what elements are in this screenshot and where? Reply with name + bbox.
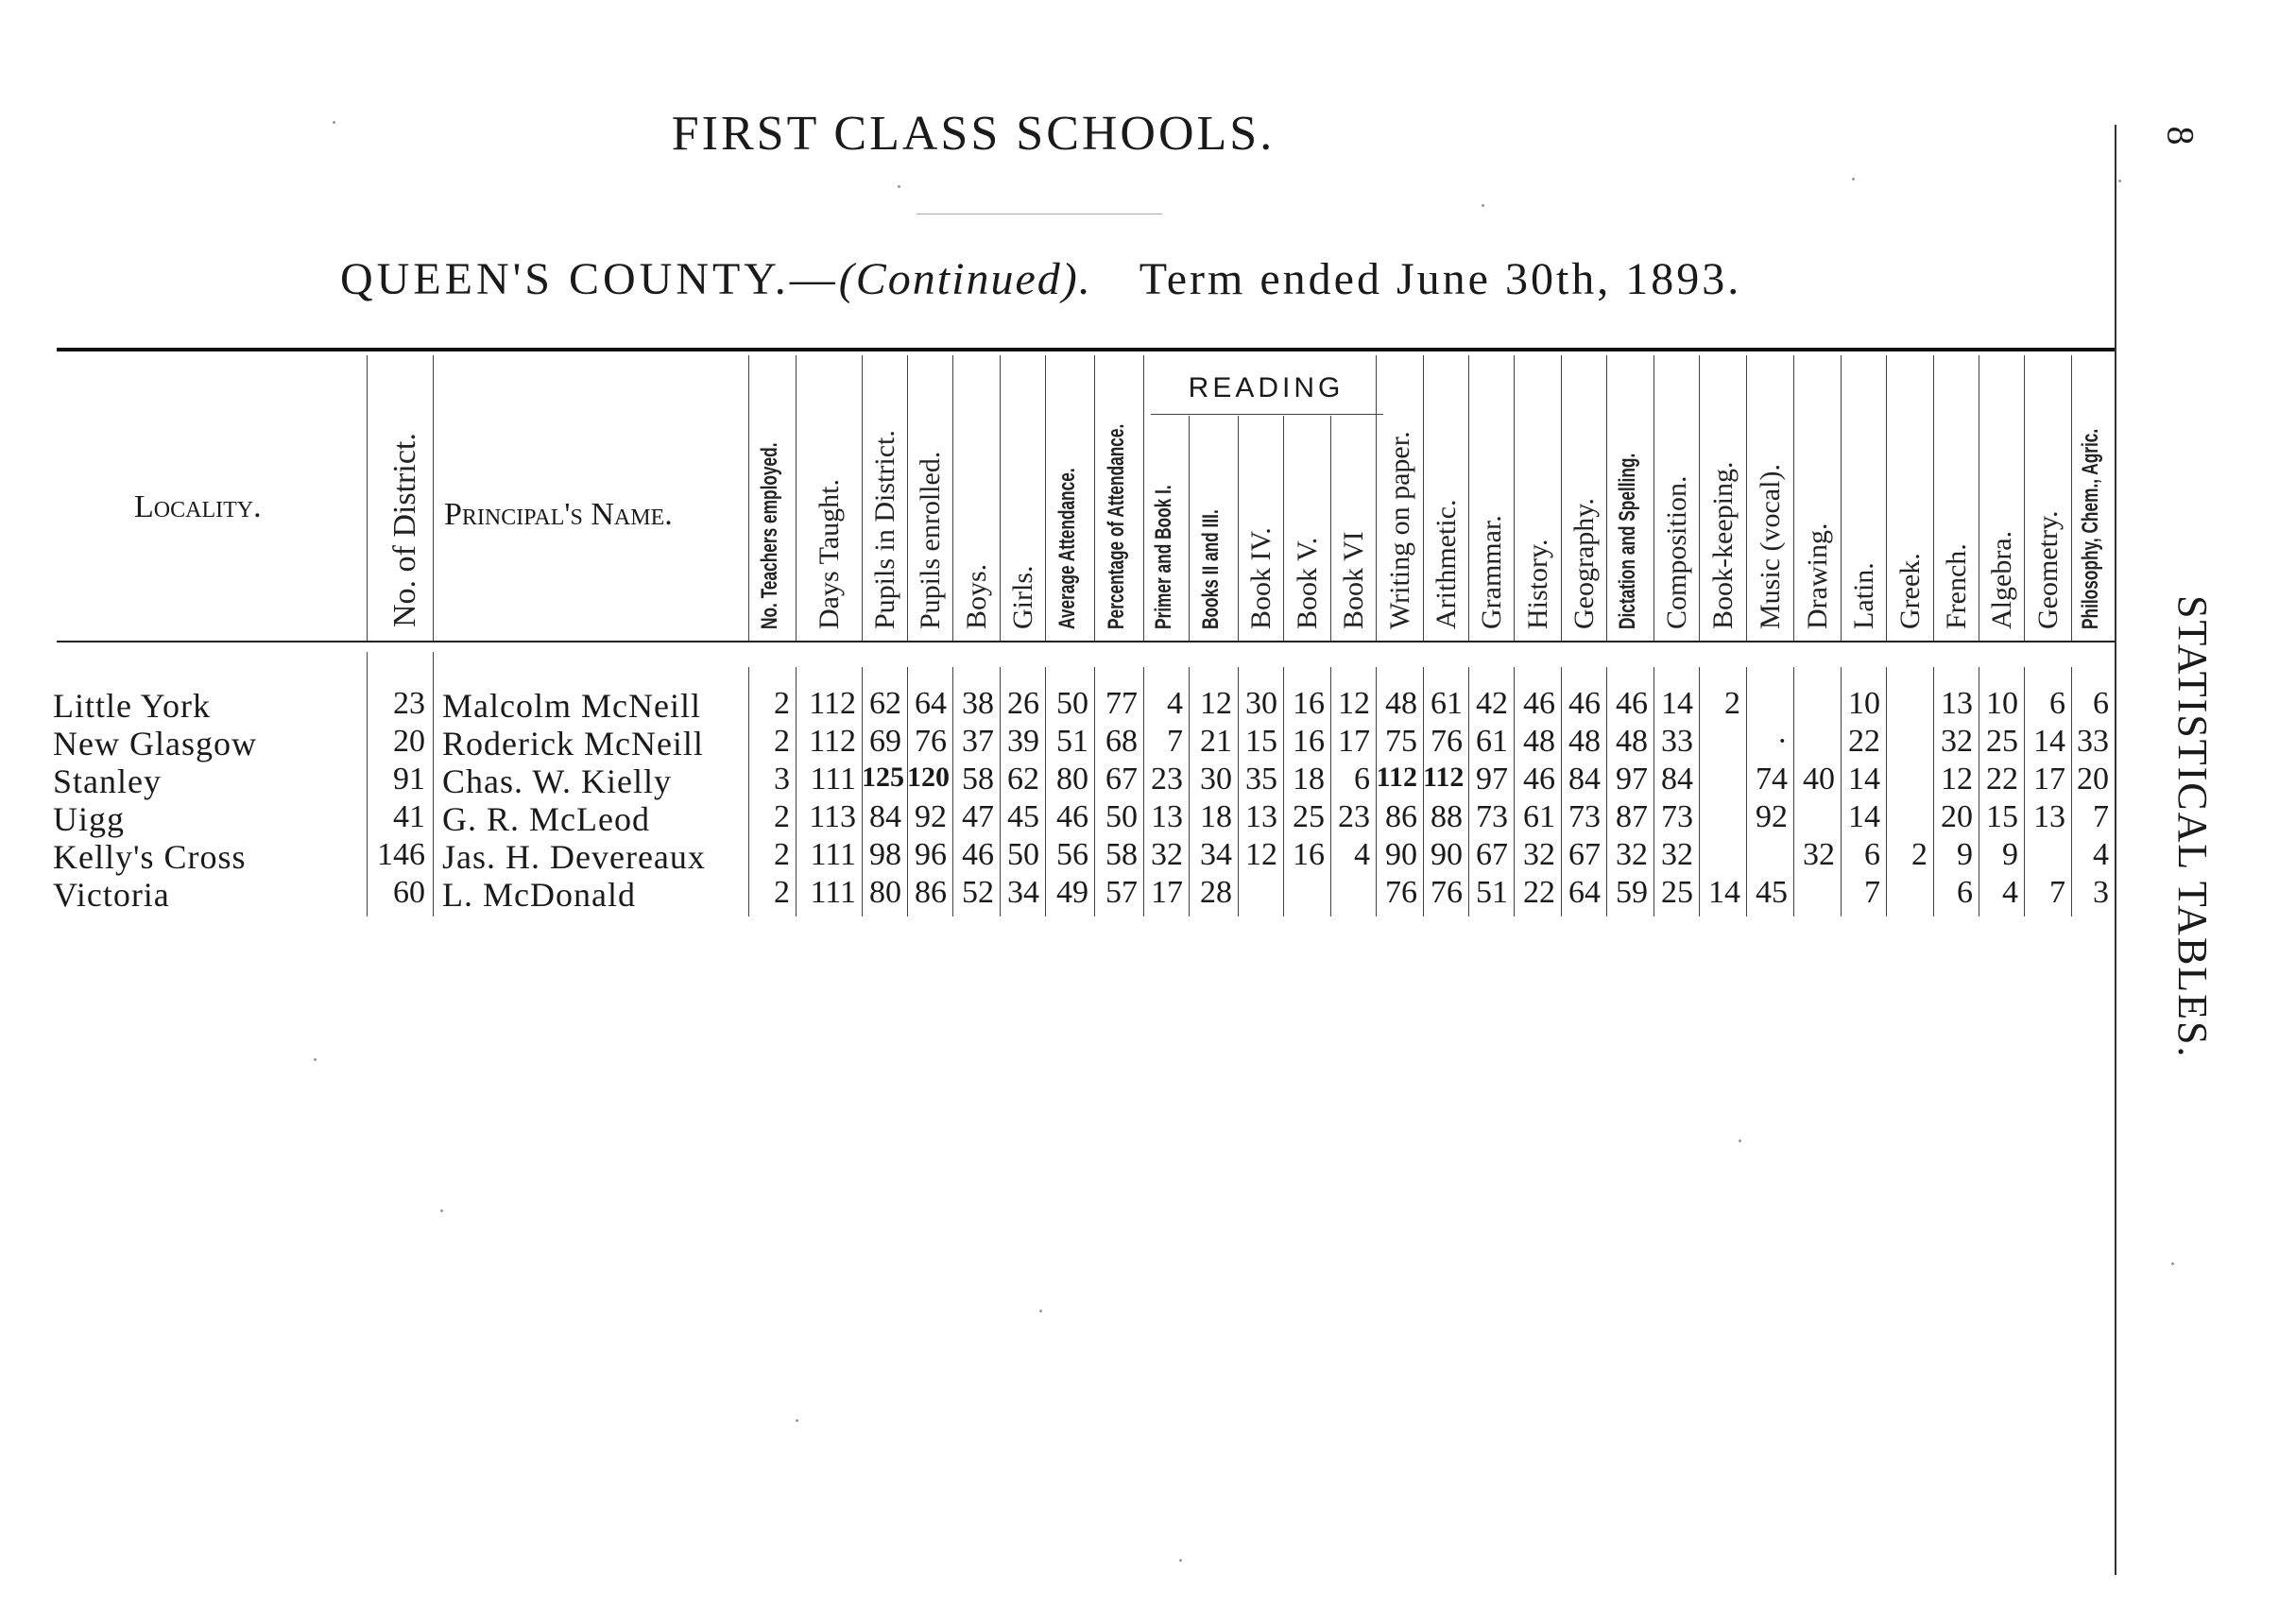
paper-speck xyxy=(2171,1262,2174,1265)
value-cell: 13 xyxy=(1151,799,1183,834)
value-cell: 15 xyxy=(1245,724,1277,759)
value-cell: 32 xyxy=(1616,837,1648,872)
value-cell: 14 xyxy=(1848,762,1880,796)
value-cell: 7 xyxy=(2093,799,2109,834)
value-cell: 50 xyxy=(1056,686,1088,721)
column-divider-header xyxy=(1283,416,1284,641)
value-cell: 74 xyxy=(1756,762,1788,796)
value-cell: 17 xyxy=(1151,875,1183,910)
value-cell: 112 xyxy=(1423,762,1465,793)
value-cell: 4 xyxy=(2093,837,2109,872)
value-cell: 73 xyxy=(1661,799,1693,834)
column-header: Pupils enrolled. xyxy=(915,451,946,629)
value-cell: 90 xyxy=(1385,837,1417,872)
value-cell: 6 xyxy=(2049,686,2065,721)
reading-rule xyxy=(1151,414,1383,415)
value-cell: 18 xyxy=(1200,799,1232,834)
value-cell: 61 xyxy=(1431,686,1463,721)
column-divider-header xyxy=(1514,355,1515,641)
column-header: Latin. xyxy=(1848,562,1879,629)
value-cell: 10 xyxy=(1848,686,1880,721)
principal-cell: Jas. H. Devereaux xyxy=(442,838,706,876)
value-cell: 6 xyxy=(1957,875,1973,910)
column-header: French. xyxy=(1941,543,1972,629)
column-divider-header xyxy=(1793,355,1794,641)
column-divider-header xyxy=(1746,355,1747,641)
column-header: Girls. xyxy=(1007,565,1038,629)
value-cell: 16 xyxy=(1293,724,1325,759)
district-cell: 60 xyxy=(393,875,425,910)
value-cell: 62 xyxy=(869,686,901,721)
value-cell: 47 xyxy=(962,799,994,834)
value-cell: 14 xyxy=(1708,875,1740,910)
value-cell: 23 xyxy=(1338,799,1370,834)
value-cell: 48 xyxy=(1568,724,1601,759)
page-number: 8 xyxy=(2159,126,2202,146)
column-divider-header xyxy=(1423,355,1424,641)
value-cell: 96 xyxy=(915,837,947,872)
value-cell: 35 xyxy=(1245,762,1277,796)
value-cell: 22 xyxy=(1523,875,1555,910)
value-cell: 61 xyxy=(1476,724,1508,759)
continued-label: (Continued). xyxy=(838,254,1092,304)
value-cell: 84 xyxy=(869,799,901,834)
value-cell: 30 xyxy=(1200,762,1232,796)
header-reading: READING xyxy=(1188,372,1345,403)
column-header: Percentage of Attendance. xyxy=(1104,423,1129,629)
column-divider-header xyxy=(1094,355,1095,641)
paper-speck xyxy=(1039,1310,1042,1312)
column-header: Greek. xyxy=(1894,553,1926,629)
value-cell: 12 xyxy=(1200,686,1232,721)
column-divider-header xyxy=(907,355,908,641)
column-divider-header xyxy=(1561,355,1562,641)
paper-speck xyxy=(796,1419,798,1422)
table-top-rule xyxy=(57,348,2115,351)
value-cell: 33 xyxy=(1661,724,1693,759)
column-divider-header xyxy=(1468,355,1469,641)
locality-cell: Victoria xyxy=(53,876,170,914)
value-cell: 77 xyxy=(1105,686,1138,721)
column-divider xyxy=(1886,667,1887,916)
value-cell: 17 xyxy=(1338,724,1370,759)
paper-speck xyxy=(314,1058,317,1061)
value-cell: · xyxy=(1776,724,1788,759)
value-cell: 52 xyxy=(962,875,994,910)
value-cell: 67 xyxy=(1105,762,1138,796)
column-header: Arithmetic. xyxy=(1431,499,1462,629)
district-cell: 41 xyxy=(393,799,425,834)
value-cell: 12 xyxy=(1245,837,1277,872)
value-cell: 86 xyxy=(1385,799,1417,834)
value-cell: 80 xyxy=(869,875,901,910)
value-cell: 26 xyxy=(1007,686,1039,721)
value-cell: 14 xyxy=(1661,686,1693,721)
divider-district-header xyxy=(367,355,368,641)
value-cell: 45 xyxy=(1007,799,1039,834)
value-cell: 76 xyxy=(1385,875,1417,910)
value-cell: 3 xyxy=(774,762,790,796)
value-cell: 22 xyxy=(1848,724,1880,759)
value-cell: 50 xyxy=(1105,799,1138,834)
value-cell: 112 xyxy=(809,686,856,721)
value-cell: 48 xyxy=(1616,724,1648,759)
column-header: Book-keeping. xyxy=(1707,461,1739,629)
value-cell: 58 xyxy=(1105,837,1138,872)
column-divider-header xyxy=(1238,416,1239,641)
value-cell: 6 xyxy=(1864,837,1880,872)
value-cell: 13 xyxy=(2033,799,2065,834)
district-cell: 23 xyxy=(393,686,425,721)
locality-cell: Uigg xyxy=(53,800,125,838)
value-cell: 57 xyxy=(1105,875,1138,910)
value-cell: 97 xyxy=(1476,762,1508,796)
value-cell: 67 xyxy=(1476,837,1508,872)
locality-cell: Little York xyxy=(53,687,212,725)
value-cell: 46 xyxy=(1523,762,1555,796)
value-cell: 120 xyxy=(907,762,950,793)
column-divider-header xyxy=(1143,355,1144,641)
column-header: Algebra. xyxy=(1986,530,2017,629)
value-cell: 14 xyxy=(2033,724,2065,759)
value-cell: 32 xyxy=(1661,837,1693,872)
value-cell: 111 xyxy=(810,762,856,796)
page-title: FIRST CLASS SCHOOLS. xyxy=(671,107,1276,161)
header-district: No. of District. xyxy=(387,433,422,627)
district-cell: 20 xyxy=(393,724,425,759)
principal-cell: Malcolm McNeill xyxy=(442,687,701,725)
value-cell: 16 xyxy=(1293,686,1325,721)
paper-speck xyxy=(440,1209,443,1212)
column-divider-header xyxy=(1606,355,1607,641)
value-cell: 34 xyxy=(1007,875,1039,910)
column-divider-header xyxy=(1045,355,1046,641)
value-cell: 84 xyxy=(1568,762,1601,796)
column-header: Book V. xyxy=(1292,537,1323,629)
value-cell: 9 xyxy=(1957,837,1973,872)
value-cell: 20 xyxy=(1941,799,1973,834)
column-divider-header xyxy=(1841,355,1842,641)
value-cell: 46 xyxy=(1056,799,1088,834)
column-header: Geometry. xyxy=(2032,510,2064,629)
value-cell: 51 xyxy=(1056,724,1088,759)
district-cell: 146 xyxy=(377,837,425,872)
value-cell: 4 xyxy=(2002,875,2018,910)
column-divider-header xyxy=(1699,355,1700,641)
value-cell: 6 xyxy=(2093,686,2109,721)
value-cell: 6 xyxy=(1354,762,1370,796)
paper-speck xyxy=(1739,1139,1741,1142)
value-cell: 62 xyxy=(1007,762,1039,796)
value-cell: 2 xyxy=(774,875,790,910)
value-cell: 97 xyxy=(1616,762,1648,796)
paper-speck xyxy=(1482,204,1484,207)
value-cell: 9 xyxy=(2002,837,2018,872)
value-cell: 90 xyxy=(1431,837,1463,872)
value-cell: 32 xyxy=(1803,837,1835,872)
column-divider-header xyxy=(1653,355,1654,641)
value-cell: 46 xyxy=(962,837,994,872)
column-header: Book VI xyxy=(1338,531,1369,629)
column-header: Composition. xyxy=(1661,475,1692,629)
column-header: No. Teachers employed. xyxy=(757,442,782,629)
value-cell: 28 xyxy=(1200,875,1232,910)
column-divider-header xyxy=(1933,355,1934,641)
locality-cell: New Glasgow xyxy=(53,725,257,762)
value-cell: 12 xyxy=(1941,762,1973,796)
value-cell: 58 xyxy=(962,762,994,796)
value-cell: 50 xyxy=(1007,837,1039,872)
page-subtitle xyxy=(340,253,1741,305)
column-divider-header xyxy=(796,355,797,641)
column-header: Writing on paper. xyxy=(1384,431,1415,629)
value-cell: 76 xyxy=(1431,724,1463,759)
value-cell: 92 xyxy=(1756,799,1788,834)
value-cell: 37 xyxy=(962,724,994,759)
value-cell: 15 xyxy=(1986,799,2018,834)
value-cell: 87 xyxy=(1616,799,1648,834)
value-cell: 46 xyxy=(1616,686,1648,721)
value-cell: 4 xyxy=(1167,686,1183,721)
column-header: Philosophy, Chem., Agric. xyxy=(2078,428,2103,629)
value-cell: 4 xyxy=(1354,837,1370,872)
value-cell: 25 xyxy=(1293,799,1325,834)
value-cell: 10 xyxy=(1986,686,2018,721)
column-header: Grammar. xyxy=(1476,515,1507,629)
value-cell: 112 xyxy=(809,724,856,759)
value-cell: 25 xyxy=(1986,724,2018,759)
value-cell: 86 xyxy=(915,875,947,910)
column-divider-header xyxy=(1376,355,1377,641)
value-cell: 45 xyxy=(1756,875,1788,910)
value-cell: 113 xyxy=(809,799,856,834)
paper-speck xyxy=(1179,1559,1182,1562)
column-divider-header xyxy=(2071,355,2072,641)
value-cell: 111 xyxy=(810,875,856,910)
value-cell: 22 xyxy=(1986,762,2018,796)
value-cell: 111 xyxy=(810,837,856,872)
column-divider-header xyxy=(748,355,749,641)
value-cell: 59 xyxy=(1616,875,1648,910)
column-divider-header xyxy=(862,355,863,641)
locality-cell: Kelly's Cross xyxy=(53,838,247,876)
column-divider-header xyxy=(1000,355,1001,641)
value-cell: 2 xyxy=(774,686,790,721)
column-header: Books II and III. xyxy=(1198,509,1224,629)
value-cell: 48 xyxy=(1385,686,1417,721)
value-cell: 30 xyxy=(1245,686,1277,721)
column-header: History. xyxy=(1522,539,1553,629)
value-cell: 23 xyxy=(1151,762,1183,796)
column-header: Primer and Book I. xyxy=(1151,485,1176,629)
column-header: Geography. xyxy=(1568,498,1600,629)
value-cell: 64 xyxy=(915,686,947,721)
value-cell: 38 xyxy=(962,686,994,721)
column-divider-header xyxy=(1189,416,1190,641)
value-cell: 13 xyxy=(1245,799,1277,834)
value-cell: 46 xyxy=(1568,686,1601,721)
value-cell: 3 xyxy=(2093,875,2109,910)
value-cell: 7 xyxy=(1864,875,1880,910)
column-header: Book IV. xyxy=(1245,527,1277,629)
principal-cell: L. McDonald xyxy=(442,876,636,914)
value-cell: 67 xyxy=(1568,837,1601,872)
value-cell: 2 xyxy=(774,799,790,834)
value-cell: 25 xyxy=(1661,875,1693,910)
value-cell: 13 xyxy=(1941,686,1973,721)
value-cell: 64 xyxy=(1568,875,1601,910)
header-principal: Principal's Name. xyxy=(444,497,673,532)
margin-rule xyxy=(2115,125,2116,1575)
paper-speck xyxy=(1852,178,1855,180)
value-cell: 16 xyxy=(1293,837,1325,872)
column-header: Music (vocal). xyxy=(1755,464,1786,629)
value-cell: 18 xyxy=(1293,762,1325,796)
district-cell: 91 xyxy=(393,762,425,796)
value-cell: 42 xyxy=(1476,686,1508,721)
value-cell: 2 xyxy=(774,724,790,759)
value-cell: 20 xyxy=(2077,762,2109,796)
value-cell: 2 xyxy=(1724,686,1740,721)
value-cell: 69 xyxy=(869,724,901,759)
value-cell: 7 xyxy=(1167,724,1183,759)
value-cell: 98 xyxy=(869,837,901,872)
value-cell: 56 xyxy=(1056,837,1088,872)
value-cell: 2 xyxy=(774,837,790,872)
paper-speck xyxy=(2118,180,2121,182)
value-cell: 51 xyxy=(1476,875,1508,910)
column-header: Boys. xyxy=(961,563,992,629)
value-cell: 68 xyxy=(1105,724,1138,759)
side-title: STATISTICAL TABLES. xyxy=(2169,595,2216,1059)
column-header: Drawing. xyxy=(1802,522,1833,629)
value-cell: 32 xyxy=(1151,837,1183,872)
value-cell: 80 xyxy=(1056,762,1088,796)
column-divider-header xyxy=(2024,355,2025,641)
value-cell: 84 xyxy=(1661,762,1693,796)
value-cell: 125 xyxy=(862,762,904,793)
table-header-rule xyxy=(57,641,2115,642)
value-cell: 2 xyxy=(1911,837,1928,872)
column-divider-header xyxy=(1330,416,1331,641)
column-divider-header xyxy=(1886,355,1887,641)
value-cell: 14 xyxy=(1848,799,1880,834)
value-cell: 34 xyxy=(1200,837,1232,872)
principal-cell: Chas. W. Kielly xyxy=(442,762,673,800)
value-cell: 112 xyxy=(1376,762,1417,793)
paper-speck xyxy=(333,121,335,124)
column-header: Dictation and Spelling. xyxy=(1615,453,1640,629)
term-label: Term ended June 30th, 1893. xyxy=(1139,254,1742,304)
value-cell: 73 xyxy=(1476,799,1508,834)
value-cell: 76 xyxy=(1431,875,1463,910)
value-cell: 75 xyxy=(1385,724,1417,759)
value-cell: 33 xyxy=(2077,724,2109,759)
column-divider-header xyxy=(952,355,953,641)
value-cell: 48 xyxy=(1523,724,1555,759)
header-locality: Locality. xyxy=(134,489,262,524)
value-cell: 12 xyxy=(1338,686,1370,721)
column-header: Days Taught. xyxy=(814,479,845,629)
principal-cell: G. R. McLeod xyxy=(442,800,650,838)
value-cell: 7 xyxy=(2049,875,2065,910)
value-cell: 46 xyxy=(1523,686,1555,721)
value-cell: 49 xyxy=(1056,875,1088,910)
county-label: QUEEN'S COUNTY.— xyxy=(340,254,839,304)
divider-principal xyxy=(433,652,434,916)
value-cell: 61 xyxy=(1523,799,1555,834)
divider-principal-header xyxy=(433,355,434,641)
value-cell: 39 xyxy=(1007,724,1039,759)
value-cell: 88 xyxy=(1431,799,1463,834)
paper-speck xyxy=(898,185,900,188)
value-cell: 76 xyxy=(915,724,947,759)
value-cell: 40 xyxy=(1803,762,1835,796)
value-cell: 32 xyxy=(1941,724,1973,759)
value-cell: 17 xyxy=(2033,762,2065,796)
value-cell: 21 xyxy=(1200,724,1232,759)
value-cell: 92 xyxy=(915,799,947,834)
principal-cell: Roderick McNeill xyxy=(442,725,704,762)
column-header: Pupils in District. xyxy=(869,430,900,629)
locality-cell: Stanley xyxy=(53,762,162,800)
column-header: Average Attendance. xyxy=(1054,468,1080,629)
value-cell: 32 xyxy=(1523,837,1555,872)
value-cell: 73 xyxy=(1568,799,1601,834)
